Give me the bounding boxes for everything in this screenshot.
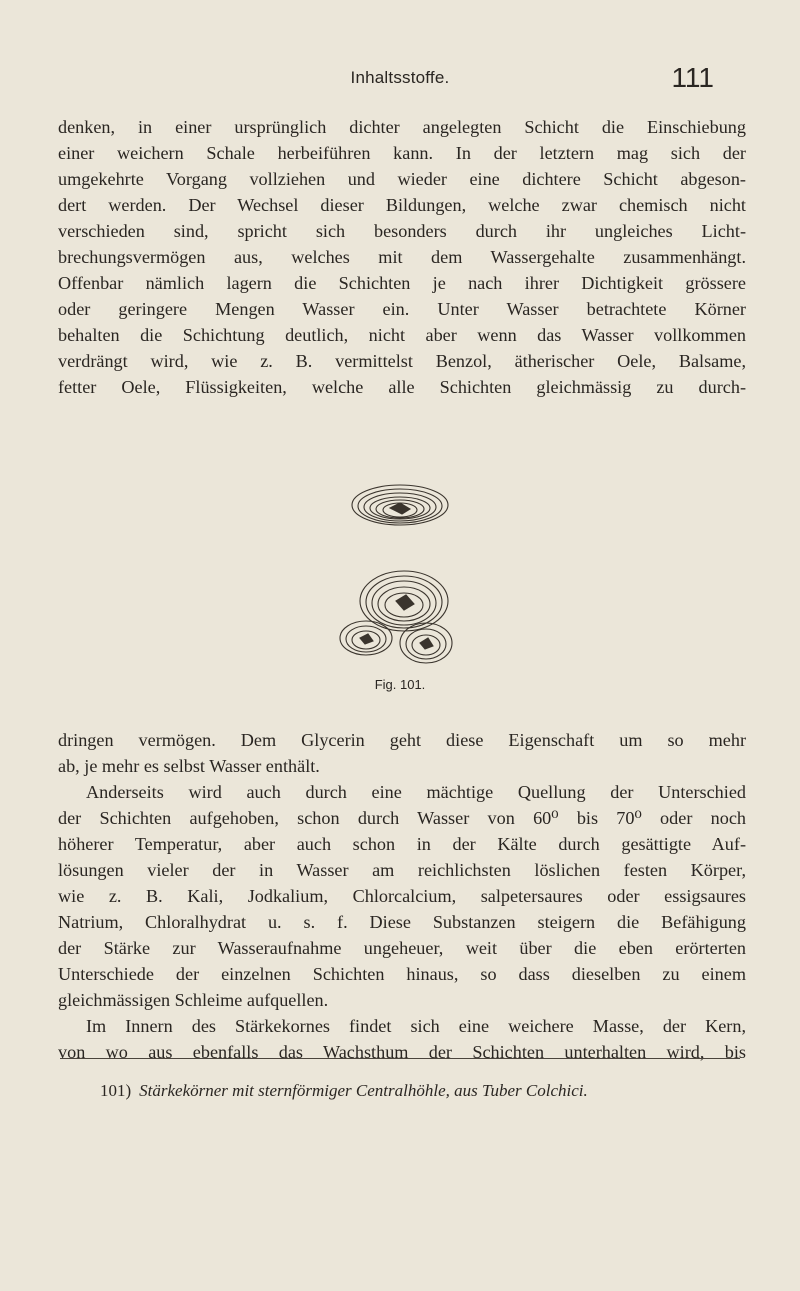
- text-line: der Schichten aufgehoben, schon durch Wasser von 60⁰ bis 70⁰ oder noch: [58, 808, 746, 828]
- text-line: Natrium, Chloralhydrat u. s. f. Diese Substanzen steigern die Befähigung: [58, 912, 746, 932]
- text-line: behalten die Schichtung deutlich, nicht aber wenn das Wasser vollkommen: [58, 325, 746, 345]
- text-line: Anderseits wird auch durch eine mächtige Quellung der Unterschied: [86, 782, 746, 802]
- text-line: denken, in einer ursprünglich dichter angelegten Schicht die Einschiebung: [58, 117, 746, 137]
- figure-caption: Fig. 101.: [374, 677, 426, 692]
- footnote-rule: [60, 1058, 740, 1059]
- paragraph-bottom: [58, 727, 746, 1065]
- text-line: Offenbar nämlich lagern die Schichten je nach ihrer Dichtigkeit grössere: [58, 273, 746, 293]
- text-line: wie z. B. Kali, Jodkalium, Chlorcalcium, salpetersaures oder essigsaures: [58, 886, 746, 906]
- text-line: Unterschiede der einzelnen Schichten hinaus, so dass dieselben zu einem: [58, 964, 746, 984]
- text-line: Im Innern des Stärkekornes findet sich eine weichere Masse, der Kern,: [86, 1016, 746, 1036]
- text-line: ab, je mehr es selbst Wasser enthält.: [58, 756, 320, 776]
- text-line: verschieden sind, spricht sich besonders durch ihr ungleiches Licht-: [58, 221, 746, 241]
- text-line: gleichmässigen Schleime aufquellen.: [58, 990, 329, 1010]
- running-head: [0, 62, 800, 96]
- text-line: von wo aus ebenfalls das Wachsthum der Schichten unterhalten wird, bis: [58, 1042, 746, 1062]
- text-line: der Stärke zur Wasseraufnahme ungeheuer, weit über die eben erörterten: [58, 938, 746, 958]
- page-number: 111: [671, 62, 714, 93]
- text-line: lösungen vieler der in Wasser am reichlichsten löslichen festen Körper,: [58, 860, 746, 880]
- text-line: oder geringere Mengen Wasser ein. Unter Wasser betrachtete Körner: [58, 299, 746, 319]
- text-line: einer weichern Schale herbeiführen kann. In der letztern mag sich der: [58, 143, 746, 163]
- footnote-number: 101): [100, 1081, 132, 1100]
- starch-grains-illustration: [330, 483, 470, 673]
- figure-starch-grains: [330, 483, 470, 673]
- text-line: dert werden. Der Wechsel dieser Bildungen, welche zwar chemisch nicht: [58, 195, 746, 215]
- text-line: verdrängt wird, wie z. B. vermittelst Benzol, ätherischer Oele, Balsame,: [58, 351, 746, 371]
- text-line: dringen vermögen. Dem Glycerin geht diese Eigenschaft um so mehr: [58, 730, 746, 750]
- footnote: [100, 1081, 588, 1101]
- text-line: umgekehrte Vorgang vollziehen und wieder eine dichtere Schicht abgeson-: [58, 169, 746, 189]
- text-line: höherer Temperatur, aber auch schon in der Kälte durch gesättigte Auf-: [58, 834, 746, 854]
- text-line: brechungsvermögen aus, welches mit dem Wassergehalte zusammenhängt.: [58, 247, 746, 267]
- footnote-text: Stärkekörner mit sternförmiger Centralhöhle, aus Tuber Colchici.: [139, 1081, 588, 1100]
- text-line: fetter Oele, Flüssigkeiten, welche alle Schichten gleichmässig zu durch-: [58, 377, 746, 397]
- running-title: Inhaltsstoffe.: [350, 68, 450, 87]
- paragraph-top: [58, 114, 746, 400]
